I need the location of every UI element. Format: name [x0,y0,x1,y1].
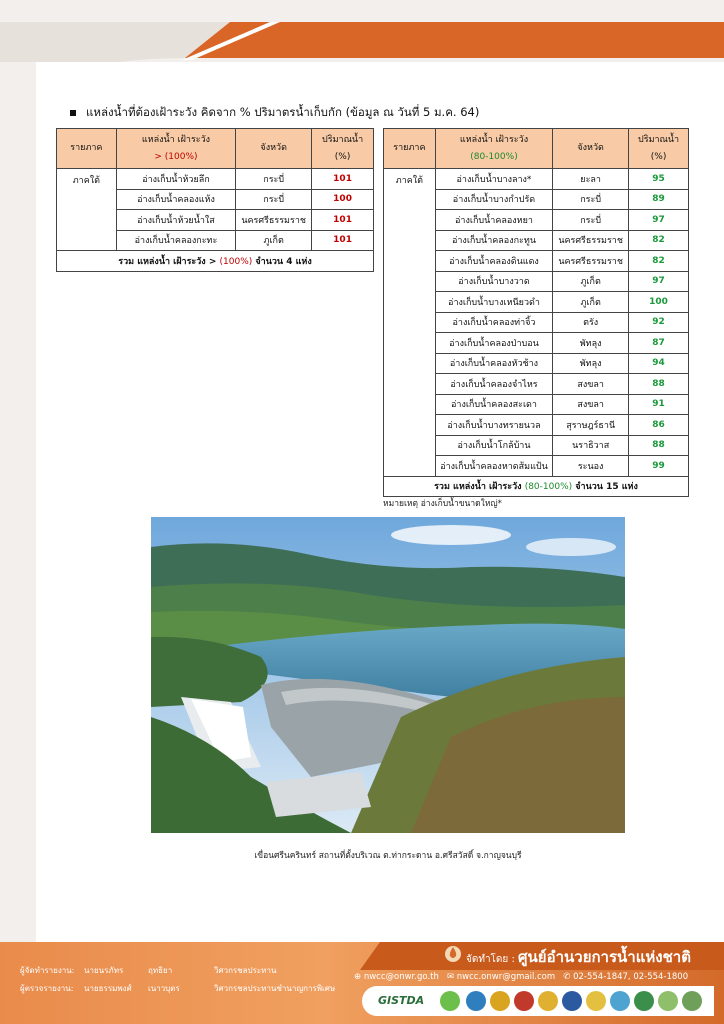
total-text: รวม แหล่งน้ำ เฝ้าระวัง > [118,256,220,267]
col-source [435,129,552,169]
province-cell: สงขลา [553,394,629,415]
gistda-logo: GISTDA [378,994,425,1007]
globe-logo-icon [610,991,630,1011]
footer [0,942,724,1024]
prepared-by [20,964,277,977]
prepared-first: นายนรภัทร [84,966,124,975]
total-row [57,251,374,272]
phone-icon: ✆ [563,972,571,982]
value-cell: 100 [312,189,374,210]
value-cell: 94 [629,353,689,374]
total-range: (100%) [219,256,253,267]
email1[interactable]: nwcc@onwr.go.th [363,972,439,982]
province-cell: กระบี่ [236,169,312,190]
value-cell: 95 [629,169,689,190]
source-cell: อ่างเก็บน้ำห้วยน้ำใส [116,210,235,231]
value-cell: 87 [629,333,689,354]
top-banner [0,0,724,62]
col-source-line2: > (100%) [154,151,198,162]
web-icon: ⊕ [354,972,362,982]
wave-logo-icon [466,991,486,1011]
total-cell [57,251,374,272]
col-volume [312,129,374,169]
total-cell [384,476,689,497]
region-cell: ภาคใต้ [57,169,117,251]
reviewed-last: เนาวบุตร [148,984,180,993]
province-cell: กระบี่ [553,210,629,231]
source-cell: อ่างเก็บน้ำคลองกะทูน [435,230,552,251]
contacts [354,972,688,982]
reviewed-first: นายธรรมพงศ์ [84,984,132,993]
photo-caption: เขื่อนศรีนครินทร์ สถานที่ตั้งบริเวณ ต.ท่ากระดาน อ.ศรีสวัสดิ์ จ.กาญจนบุรี [254,851,522,861]
source-cell: อ่างเก็บน้ำคลองดินแดง [435,251,552,272]
reviewed-label: ผู้ตรวจรายงาน: [20,984,74,993]
province-cell: กระบี่ [553,189,629,210]
value-cell: 89 [629,189,689,210]
prepared-role: วิศวกรชลประทาน [214,966,277,975]
source-cell: อ่างเก็บน้ำคลองแห้ง [116,189,235,210]
province-cell: ภูเก็ต [553,271,629,292]
province-cell: พัทลุง [553,333,629,354]
region-cell: ภาคใต้ [384,169,436,477]
province-cell: นราธิวาส [553,435,629,456]
col-region: รายภาค [384,129,436,169]
total-range: (80-100%) [524,482,573,493]
value-cell: 101 [312,169,374,190]
value-cell: 88 [629,435,689,456]
source-cell: อ่างเก็บน้ำห้วยลึก [116,169,235,190]
total-text: รวม แหล่งน้ำ เฝ้าระวัง [434,482,525,493]
circle-logo-icon [682,991,702,1011]
dam-photo [151,517,625,833]
province-cell: กระบี่ [236,189,312,210]
value-cell: 99 [629,456,689,477]
prepared-label: ผู้จัดทำรายงาน: [20,966,75,975]
shield-logo-icon [514,991,534,1011]
source-cell: อ่างเก็บน้ำคลองป่าบอน [435,333,552,354]
crest-logo-icon [586,991,606,1011]
value-cell: 88 [629,374,689,395]
badge-logo-icon [562,991,582,1011]
section-heading [70,104,479,122]
province-cell: พัทลุง [553,353,629,374]
province-cell: นครศรีธรรมราช [553,230,629,251]
province-cell: ตรัง [553,312,629,333]
footnote: หมายเหตุ อ่างเก็บน้ำขนาดใหญ่* [383,499,502,509]
bullet-icon [70,110,76,116]
value-cell: 97 [629,210,689,231]
source-cell: อ่างเก็บน้ำบางกำปรัด [435,189,552,210]
value-cell: 101 [312,230,374,251]
value-cell: 82 [629,251,689,272]
table-over-100 [56,128,374,272]
province-cell: ระนอง [553,456,629,477]
source-cell: อ่างเก็บน้ำบางเหนียวดำ [435,292,552,313]
value-cell: 86 [629,415,689,436]
col-source-line2: (80-100%) [470,151,518,162]
value-cell: 82 [629,230,689,251]
water-drop-icon [444,944,462,962]
leaf-logo-icon [440,991,460,1011]
col-volume [629,129,689,169]
col-province: จังหวัด [553,129,629,169]
table-row [57,169,374,190]
email2[interactable]: nwcc.onwr@gmail.com [456,972,556,982]
emblem-logo-icon [490,991,510,1011]
col-volume-line2: (%) [650,151,667,162]
source-cell: อ่างเก็บน้ำบางทรายนวล [435,415,552,436]
org-prefix: จัดทำโดย : [466,954,519,965]
value-cell: 100 [629,292,689,313]
source-cell: อ่างเก็บน้ำคลองท่าจิ้ว [435,312,552,333]
province-cell: สงขลา [553,374,629,395]
province-cell: สุราษฎร์ธานี [553,415,629,436]
total-count: จำนวน 4 แห่ง [252,256,312,267]
province-cell: นครศรีธรรมราช [553,251,629,272]
col-source-line1: แหล่งน้ำ เฝ้าระวัง [459,134,529,145]
col-volume-line2: (%) [334,151,351,162]
source-cell: อ่างเก็บน้ำบางลาง* [435,169,552,190]
value-cell: 97 [629,271,689,292]
ring-logo-icon [658,991,678,1011]
value-cell: 101 [312,210,374,231]
value-cell: 91 [629,394,689,415]
col-volume-line1: ปริมาณน้ำ [322,134,364,145]
prepared-last: ฤทธิยา [148,966,173,975]
value-cell: 92 [629,312,689,333]
col-province: จังหวัด [236,129,312,169]
tree-logo-icon [634,991,654,1011]
col-volume-line1: ปริมาณน้ำ [638,134,680,145]
source-cell: อ่างเก็บน้ำคลองหัวช้าง [435,353,552,374]
total-count: จำนวน 15 แห่ง [572,482,638,493]
source-cell: อ่างเก็บน้ำคลองจำไหร [435,374,552,395]
reviewed-role: วิศวกรชลประทานชำนาญการพิเศษ [214,984,336,993]
table-row [384,169,689,190]
table-80-100 [383,128,689,497]
org-title [466,945,691,969]
province-cell: ภูเก็ต [553,292,629,313]
partner-logos [362,986,714,1016]
mail-icon: ✉ [446,972,455,982]
seal-logo-icon [538,991,558,1011]
province-cell: ยะลา [553,169,629,190]
source-cell: อ่างเก็บน้ำโกล้บ้าน [435,435,552,456]
col-source [116,129,235,169]
source-cell: อ่างเก็บน้ำคลองหาดส้มแป้น [435,456,552,477]
source-cell: อ่างเก็บน้ำคลองหยา [435,210,552,231]
source-cell: อ่างเก็บน้ำคลองสะเดา [435,394,552,415]
phone: 02-554-1847, 02-554-1800 [573,972,689,982]
province-cell: นครศรีธรรมราช [236,210,312,231]
source-cell: อ่างเก็บน้ำคลองกะทะ [116,230,235,251]
col-source-line1: แหล่งน้ำ เฝ้าระวัง [141,134,211,145]
province-cell: ภูเก็ต [236,230,312,251]
source-cell: อ่างเก็บน้ำบางวาด [435,271,552,292]
reviewed-by [20,982,336,995]
total-row [384,476,689,497]
org-name: ศูนย์อำนวยการน้ำแห่งชาติ [518,948,691,966]
heading-text: แหล่งน้ำที่ต้องเฝ้าระวัง คิดจาก % ปริมาตรน้ำเก็บกัก (ข้อมูล ณ วันที่ 5 ม.ค. 64) [86,105,480,119]
col-region: รายภาค [57,129,117,169]
